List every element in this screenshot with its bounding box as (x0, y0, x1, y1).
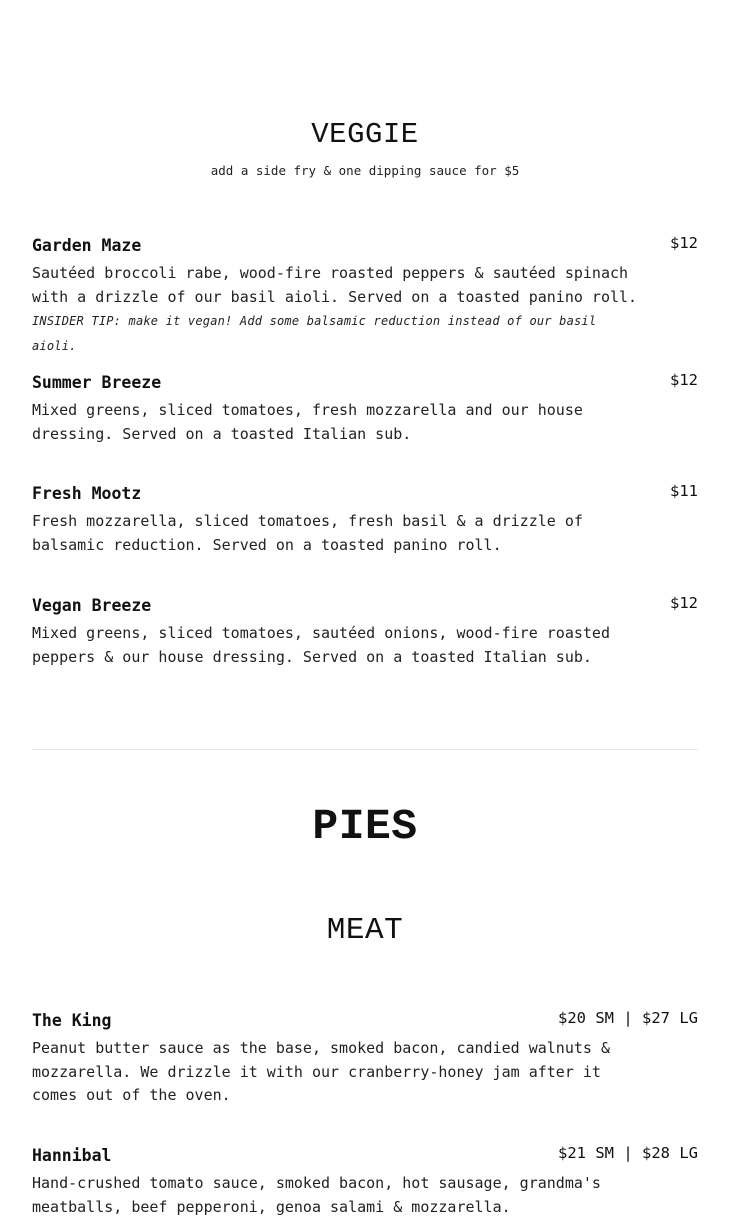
item-description: Hand-crushed tomato sauce, smoked bacon, hot sausage, grandma's meatballs, beef pepperoni, genoa salami & mozzarella. (32, 1174, 601, 1216)
veggie-subtitle: add a side fry & one dipping sauce for $5 (210, 163, 520, 178)
item-price: $12 (670, 594, 698, 612)
item-description: Mixed greens, sliced tomatoes, fresh mozzarella and our house dressing. Served on a toasted Italian sub. (32, 401, 583, 443)
item-price: $12 (670, 234, 698, 252)
item-name: Vegan Breeze (32, 596, 152, 615)
item-description (32, 262, 647, 358)
item-price: $11 (670, 482, 698, 500)
pies-section-title: PIES (312, 802, 418, 851)
section-divider (32, 749, 698, 750)
item-name: Summer Breeze (32, 373, 162, 392)
item-description: Mixed greens, sliced tomatoes, sautéed onions, wood-fire roasted peppers & our house dressing. Served on a toasted Italian sub. (32, 624, 610, 666)
item-price: $20 SM | $27 LG (558, 1009, 698, 1027)
item-name: Fresh Mootz (32, 484, 142, 503)
item-price: $21 SM | $28 LG (558, 1144, 698, 1162)
item-name: Garden Maze (32, 236, 142, 255)
item-name: Hannibal (32, 1146, 112, 1165)
item-description-text: Sautéed broccoli rabe, wood-fire roasted peppers & sautéed spinach with a drizzle of our basil aioli. Served on a toasted panino roll. (32, 264, 638, 306)
item-name: The King (32, 1011, 112, 1030)
item-price: $12 (670, 371, 698, 389)
meat-section-title: MEAT (326, 913, 404, 948)
item-description: Fresh mozzarella, sliced tomatoes, fresh basil & a drizzle of balsamic reduction. Served on a toasted panino roll. (32, 512, 583, 554)
item-description: Peanut butter sauce as the base, smoked bacon, candied walnuts & mozzarella. We drizzle it with our cranberry-honey jam after it comes out of the oven. (32, 1039, 610, 1104)
veggie-section-title: VEGGIE (311, 118, 419, 151)
insider-tip: INSIDER TIP: make it vegan! Add some balsamic reduction instead of our basil aioli. (32, 314, 597, 353)
